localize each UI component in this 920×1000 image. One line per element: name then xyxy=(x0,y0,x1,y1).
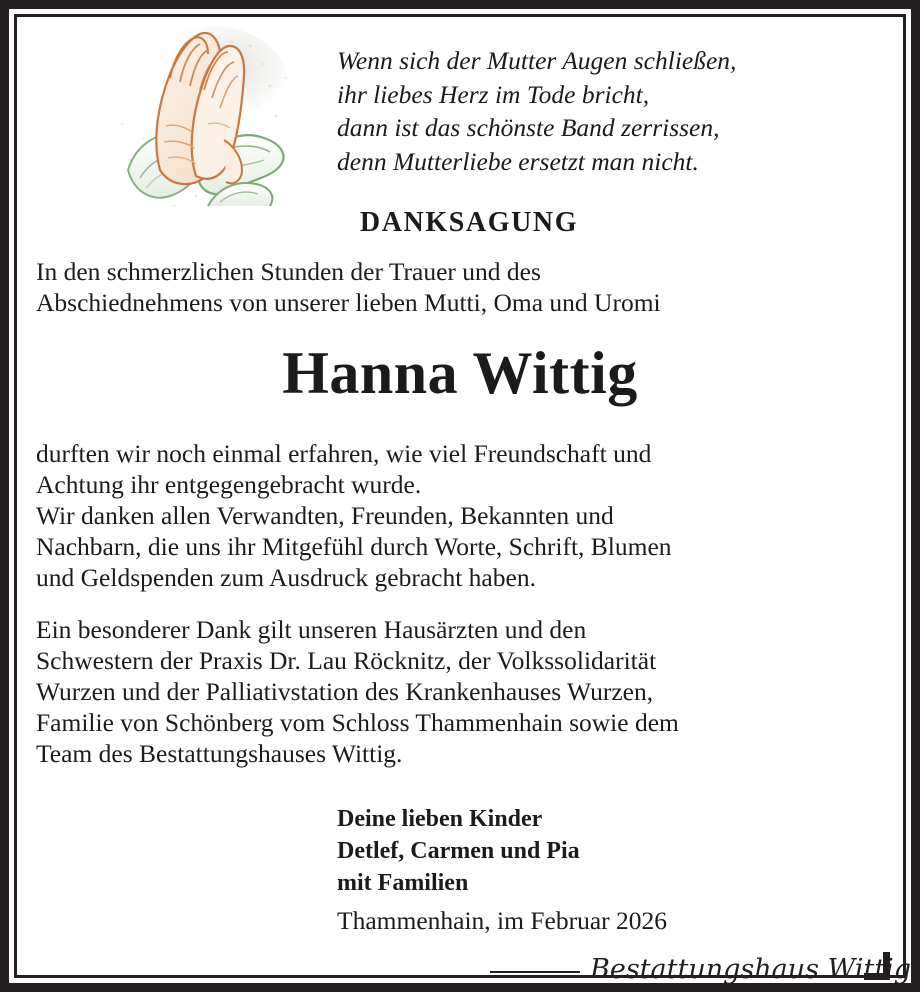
signature-block xyxy=(337,803,580,899)
gratitude-line-5: und Geldspenden zum Ausdruck gebracht haben. xyxy=(36,563,536,592)
poem-line-1: Wenn sich der Mutter Augen schließen, xyxy=(337,46,737,75)
signature-line-3: mit Familien xyxy=(337,870,469,896)
thanks-line-4: Familie von Schönberg vom Schloss Thammenhain sowie dem xyxy=(36,708,679,737)
intro-line-2: Abschiednehmens von unserer lieben Mutti, Oma und Uromi xyxy=(36,288,661,317)
praying-hands-icon xyxy=(100,20,300,215)
signature-line-2: Detlef, Carmen und Pia xyxy=(337,838,580,864)
gratitude-paragraph xyxy=(36,438,888,593)
footer-divider-rule xyxy=(490,971,580,978)
signature-line-1: Deine lieben Kinder xyxy=(337,806,543,832)
intro-paragraph xyxy=(36,256,888,318)
thanks-line-1: Ein besonderer Dank gilt unseren Hausärzten und den xyxy=(36,615,587,644)
intro-line-1: In den schmerzlichen Stunden der Trauer und des xyxy=(36,257,541,286)
corner-bracket-icon xyxy=(864,952,890,980)
gratitude-line-3: Wir danken allen Verwandten, Freunden, Bekannten und xyxy=(36,501,614,530)
poem-line-4: denn Mutterliebe ersetzt man nicht. xyxy=(337,146,699,176)
gratitude-line-4: Nachbarn, die uns ihr Mitgefühl durch Worte, Schrift, Blumen xyxy=(36,532,672,561)
special-thanks-paragraph xyxy=(36,614,888,769)
place-and-date: Thammenhain, im Februar 2026 xyxy=(337,906,668,935)
gratitude-line-1: durften wir noch einmal erfahren, wie viel Freundschaft und xyxy=(36,439,652,468)
memorial-poem xyxy=(337,44,897,178)
thanks-line-3: Wurzen und der Palliativstation des Krankenhauses Wurzen, xyxy=(36,677,654,706)
poem-line-3: dann ist das schönste Band zerrissen, xyxy=(337,113,720,142)
funeral-home-footer xyxy=(490,952,912,992)
poem-line-2: ihr liebes Herz im Tode bricht, xyxy=(337,79,650,109)
deceased-name: Hanna Wittig xyxy=(282,340,638,406)
thanks-line-2: Schwestern der Praxis Dr. Lau Röcknitz, der Volkssolidarität xyxy=(36,646,657,675)
thanks-line-5: Team des Bestattungshauses Wittig. xyxy=(36,739,403,768)
page-title: DANKSAGUNG xyxy=(359,207,579,238)
funeral-home-name: Bestattungshaus Wittig xyxy=(590,954,912,985)
gratitude-line-2: Achtung ihr entgegengebracht wurde. xyxy=(36,470,422,499)
